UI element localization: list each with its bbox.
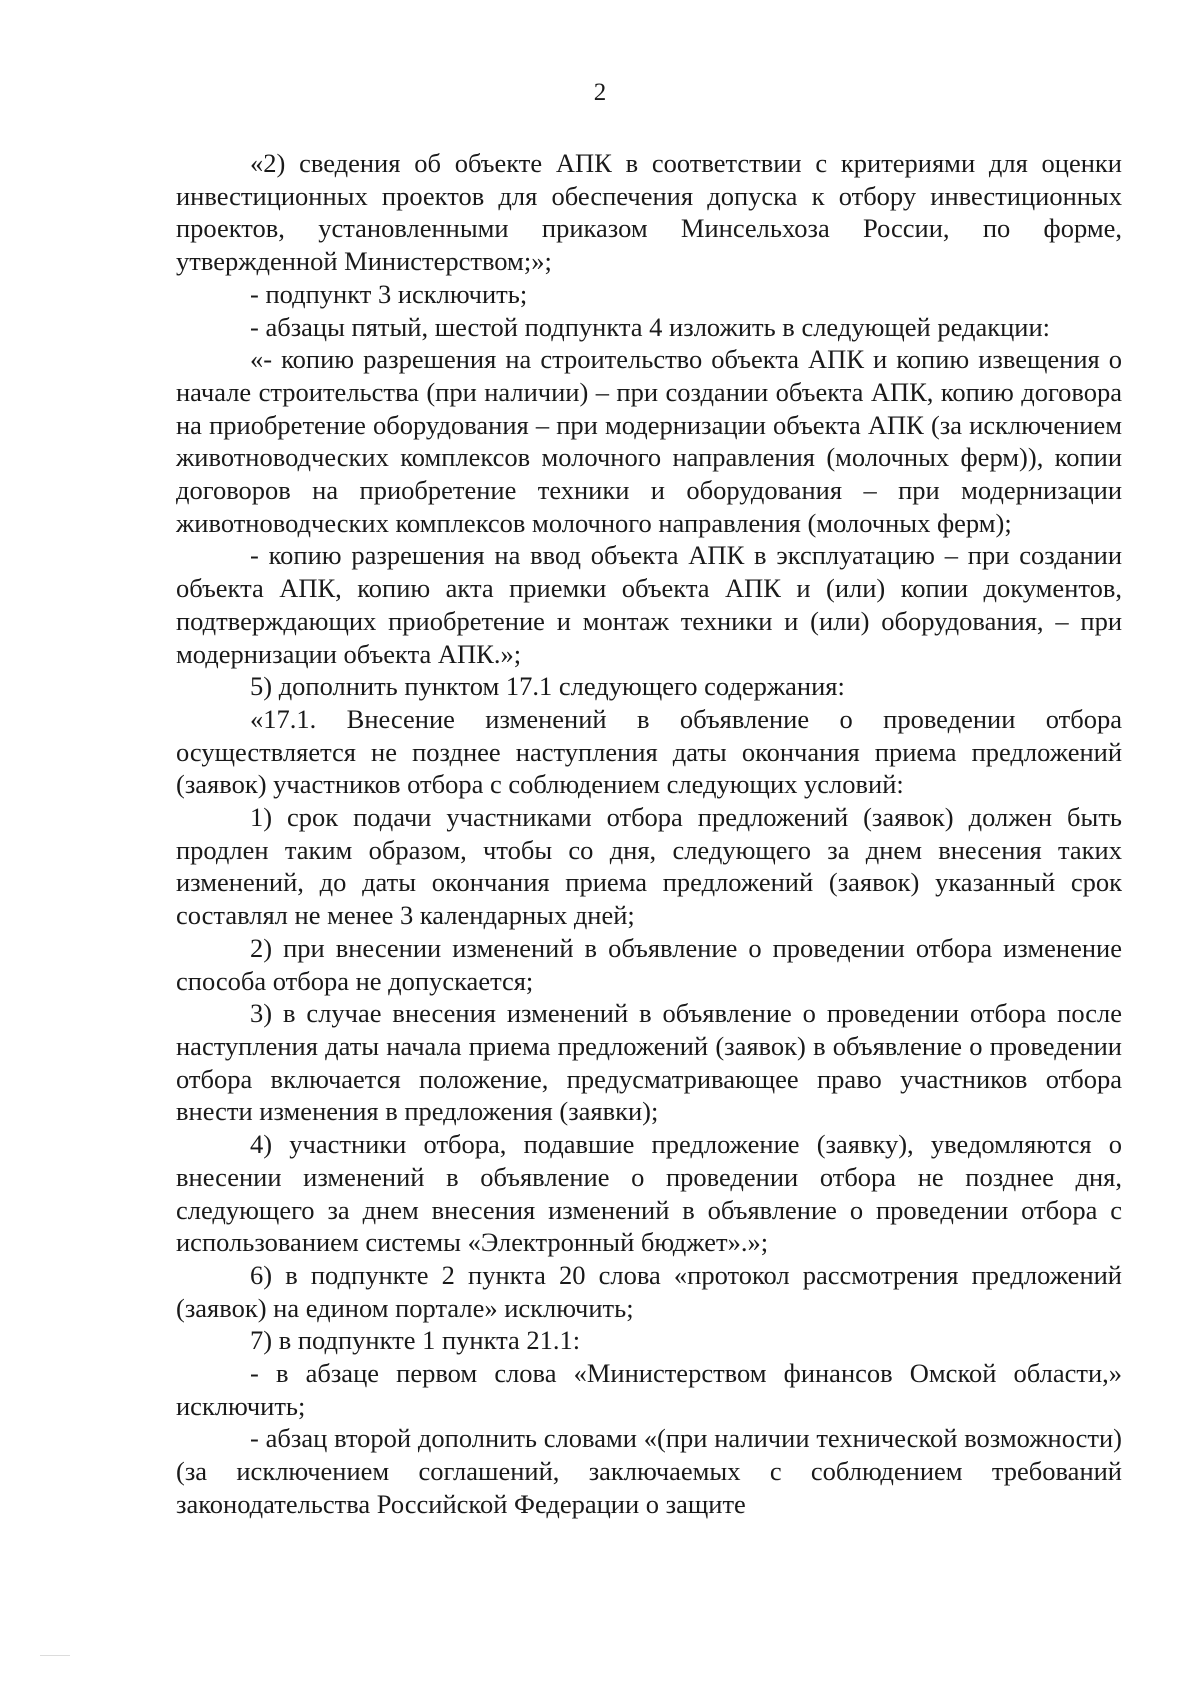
paragraph-add-point-17-1: 5) дополнить пунктом 17.1 следующего содержания: — [250, 671, 845, 702]
paragraph-criteria-info: «2) сведения об объекте АПК в соответствии с критериями для оценки инвестиционных проектов для обеспечения допуска к отбору инвестиционных проектов, установленными приказом Минсельхоза России, по форме, утвержденной Министерством;»; — [176, 148, 1122, 277]
paragraph-item-7: 7) в подпункте 1 пункта 21.1: — [250, 1325, 581, 1356]
paragraph-subpoint-4-edit: - абзацы пятый, шестой подпункта 4 изложить в следующей редакции: — [250, 311, 1051, 342]
paragraph-subpoint-3-exclude: - подпункт 3 исключить; — [250, 278, 528, 309]
document-body — [176, 147, 1122, 1521]
paragraph-condition-2: 2) при внесении изменений в объявление о проведении отбора изменение способа отбора не допускается; — [176, 932, 1122, 996]
paragraph-condition-4: 4) участники отбора, подавшие предложение (заявку), уведомляются о внесении изменений в объявление о проведении отбора не позднее дня, следующего за днем внесения изменений в объявление о проведении отбора с использованием системы «Электронный бюджет».»; — [176, 1129, 1122, 1258]
scan-edge-mark — [40, 1655, 70, 1656]
paragraph-condition-1: 1) срок подачи участниками отбора предложений (заявок) должен быть продлен таким образом, чтобы со дня, следующего за днем внесения таких изменений, до даты окончания приема предложений (заявок) указанный срок составлял не менее 3 календарных дней; — [176, 802, 1122, 931]
paragraph-point-17-1: «17.1. Внесение изменений в объявление о проведении отбора осуществляется не позднее наступления даты окончания приема предложений (заявок) участников отбора с соблюдением следующих условий: — [176, 703, 1122, 800]
paragraph-second-abzac: - абзац второй дополнить словами «(при наличии технической возможности) (за исключением соглашений, заключаемых с соблюдением требований законодательства Российской Федерации о защите — [176, 1423, 1122, 1519]
paragraph-item-6: 6) в подпункте 2 пункта 20 слова «протокол рассмотрения предложений (заявок) на едином портале» исключить; — [176, 1259, 1122, 1323]
paragraph-construction-permit: «- копию разрешения на строительство объекта АПК и копию извещения о начале строительства (при наличии) – при создании объекта АПК, копию договора на приобретение оборудования – при модернизации объекта АПК (за исключением животноводческих комплексов молочного направления (молочных ферм)), копии договоров на приобретение техники и оборудования – при модернизации животноводческих комплексов молочного направления (молочных ферм); — [176, 344, 1122, 538]
paragraph-first-abzac: - в абзаце первом слова «Министерством финансов Омской области,» исключить; — [176, 1358, 1122, 1421]
page-number: 2 — [593, 79, 607, 106]
paragraph-condition-3: 3) в случае внесения изменений в объявление о проведении отбора после наступления даты начала приема предложений (заявок) в объявление о проведении отбора включается положение, предусматривающее право участников отбора внести изменения в предложения (заявки); — [176, 998, 1122, 1127]
paragraph-commissioning-permit: - копию разрешения на ввод объекта АПК в эксплуатацию – при создании объекта АПК, копию акта приемки объекта АПК и (или) копии документов, подтверждающих приобретение и монтаж техники и (или) оборудования, – при модернизации объекта АПК.»; — [176, 540, 1122, 669]
